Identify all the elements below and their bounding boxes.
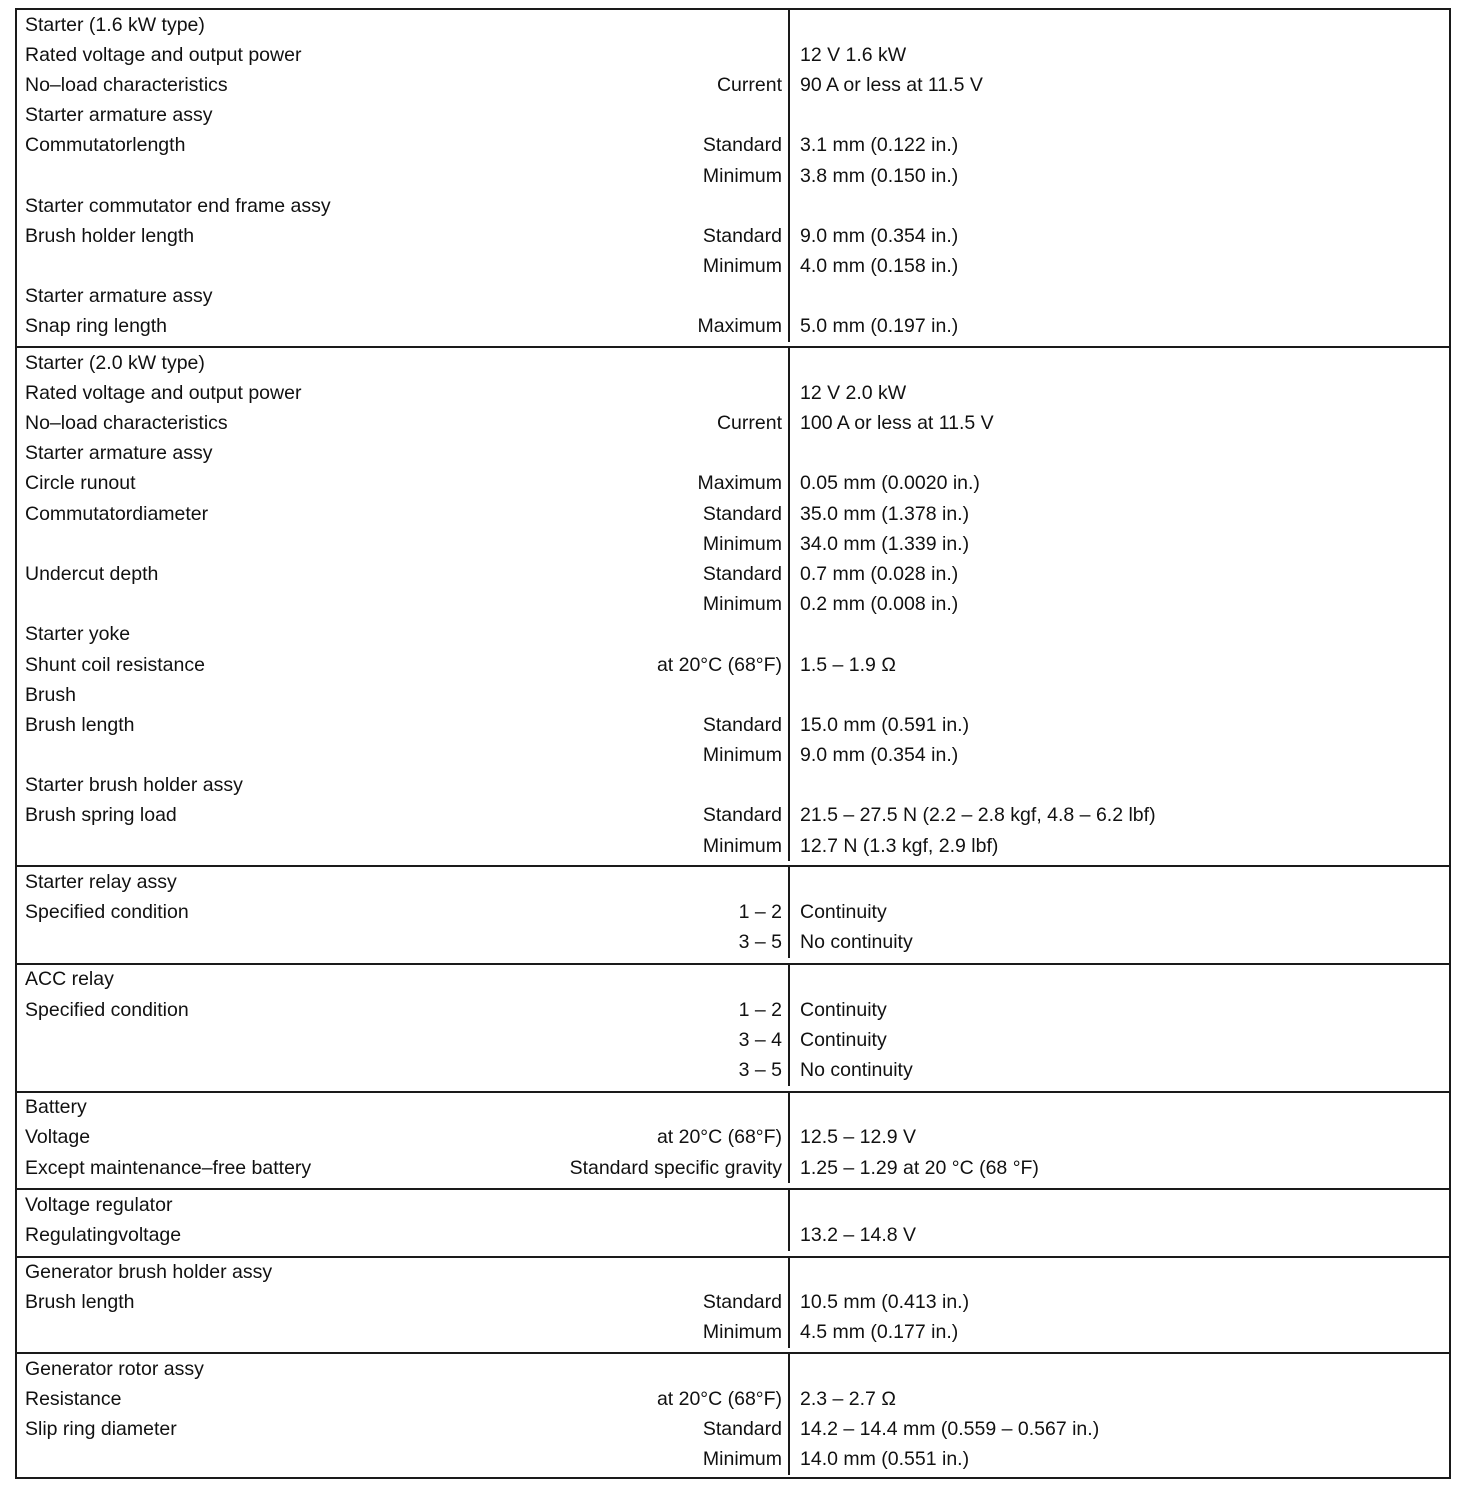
spec-row <box>17 995 788 1025</box>
spec-item-label: Brush length <box>25 1291 135 1314</box>
spec-item-label: Starter relay assy <box>25 870 177 893</box>
spec-value: 0.05 mm (0.0020 in.) <box>800 472 980 495</box>
spec-row <box>17 469 788 499</box>
spec-section <box>17 1256 1449 1353</box>
spec-item-label: Brush holder length <box>25 224 195 247</box>
spec-value: 10.5 mm (0.413 in.) <box>800 1291 970 1314</box>
spec-section <box>17 346 1449 865</box>
spec-row <box>17 867 788 897</box>
spec-item-label: Starter armature assy <box>25 285 213 308</box>
spec-condition: 3 – 5 <box>738 931 782 954</box>
spec-value: Continuity <box>800 901 887 924</box>
spec-item-label: Undercut depth <box>25 562 159 585</box>
spec-item-label: Starter (1.6 kW type) <box>25 13 205 36</box>
spec-values-column <box>790 348 1449 861</box>
spec-value: No continuity <box>800 1058 913 1081</box>
spec-item-label: Brush length <box>25 713 135 736</box>
spec-condition: Standard specific gravity <box>569 1156 782 1179</box>
spec-condition: Standard <box>702 713 782 736</box>
spec-item-label: ACC relay <box>25 968 114 991</box>
spec-labels-column <box>17 1190 790 1250</box>
spec-item-label: Commutatorlength <box>25 134 186 157</box>
spec-value: 35.0 mm (1.378 in.) <box>800 502 970 525</box>
spec-row <box>17 191 788 221</box>
spec-item-label: Starter armature assy <box>25 442 213 465</box>
spec-value: 9.0 mm (0.354 in.) <box>800 744 959 767</box>
spec-condition: at 20°C (68°F) <box>656 1126 782 1149</box>
spec-condition: Maximum <box>697 472 782 495</box>
spec-section <box>17 865 1449 963</box>
spec-item-label: Generator brush holder assy <box>25 1261 273 1284</box>
spec-value: 4.5 mm (0.177 in.) <box>800 1321 959 1344</box>
spec-row <box>17 1258 788 1288</box>
spec-value: No continuity <box>800 931 913 954</box>
spec-row <box>17 439 788 469</box>
spec-row <box>17 650 788 680</box>
spec-condition: Minimum <box>702 593 782 616</box>
spec-values-column <box>790 1258 1449 1349</box>
spec-value: 9.0 mm (0.354 in.) <box>800 224 959 247</box>
spec-condition: Current <box>716 73 782 96</box>
spec-item-label: Brush spring load <box>25 804 177 827</box>
spec-condition: Minimum <box>702 744 782 767</box>
spec-value: 1.5 – 1.9 Ω <box>800 653 896 676</box>
spec-item-label: Rated voltage and output power <box>25 43 302 66</box>
spec-row <box>17 620 788 650</box>
spec-value: 12 V 2.0 kW <box>800 381 907 404</box>
spec-value: 0.7 mm (0.028 in.) <box>800 562 959 585</box>
spec-row <box>17 40 788 70</box>
spec-row <box>17 1445 788 1475</box>
spec-item-label: Starter commutator end frame assy <box>25 194 331 217</box>
spec-item-label: Commutatordiameter <box>25 502 209 525</box>
spec-value <box>790 1258 1449 1288</box>
spec-item-label: Resistance <box>25 1387 122 1410</box>
spec-condition: Maximum <box>697 315 782 338</box>
spec-value <box>790 1354 1449 1384</box>
spec-row <box>17 378 788 408</box>
spec-value <box>790 867 1449 897</box>
spec-row <box>17 282 788 312</box>
spec-row <box>17 1384 788 1414</box>
spec-value: 3.8 mm (0.150 in.) <box>800 164 959 187</box>
spec-labels-column <box>17 1258 790 1349</box>
spec-value: 12 V 1.6 kW <box>800 43 907 66</box>
spec-item-label: Regulatingvoltage <box>25 1223 182 1246</box>
spec-item-label: Rated voltage and output power <box>25 381 302 404</box>
spec-item-label: Specified condition <box>25 901 189 924</box>
spec-labels-column <box>17 1354 790 1475</box>
spec-condition: Minimum <box>702 1448 782 1471</box>
spec-condition: Standard <box>702 502 782 525</box>
spec-value: Continuity <box>800 998 887 1021</box>
spec-row <box>17 101 788 131</box>
spec-values-column <box>790 10 1449 342</box>
spec-labels-column <box>17 348 790 861</box>
spec-row <box>17 559 788 589</box>
spec-value <box>790 191 1449 221</box>
spec-row <box>17 590 788 620</box>
spec-row <box>17 1414 788 1444</box>
spec-condition: Minimum <box>702 1321 782 1344</box>
spec-row <box>17 928 788 958</box>
spec-condition: 1 – 2 <box>738 998 782 1021</box>
spec-value: 14.0 mm (0.551 in.) <box>800 1448 970 1471</box>
spec-row <box>17 161 788 191</box>
spec-row <box>17 1318 788 1348</box>
spec-item-label: No–load characteristics <box>25 412 228 435</box>
spec-value: 12.7 N (1.3 kgf, 2.9 lbf) <box>800 834 999 857</box>
spec-item-label: Voltage regulator <box>25 1193 173 1216</box>
spec-value <box>790 680 1449 710</box>
spec-row <box>17 10 788 40</box>
spec-row <box>17 408 788 438</box>
spec-condition: Current <box>716 412 782 435</box>
spec-value: 14.2 – 14.4 mm (0.559 – 0.567 in.) <box>800 1418 1100 1441</box>
spec-row <box>17 897 788 927</box>
spec-row <box>17 499 788 529</box>
spec-item-label: Voltage <box>25 1126 91 1149</box>
spec-row <box>17 680 788 710</box>
spec-row <box>17 1288 788 1318</box>
spec-value <box>790 348 1449 378</box>
spec-section <box>17 963 1449 1091</box>
spec-value: Continuity <box>800 1028 887 1051</box>
spec-value <box>790 620 1449 650</box>
spec-condition: at 20°C (68°F) <box>656 1387 782 1410</box>
spec-value: 2.3 – 2.7 Ω <box>800 1387 896 1410</box>
spec-values-column <box>790 1093 1449 1184</box>
spec-condition: Minimum <box>702 164 782 187</box>
spec-row <box>17 1153 788 1183</box>
spec-condition: 3 – 5 <box>738 1058 782 1081</box>
spec-item-label: Circle runout <box>25 472 136 495</box>
spec-condition: Standard <box>702 562 782 585</box>
spec-value <box>790 101 1449 131</box>
spec-condition: Minimum <box>702 532 782 555</box>
spec-values-column <box>790 867 1449 958</box>
spec-value: 34.0 mm (1.339 in.) <box>800 532 970 555</box>
spec-values-column <box>790 965 1449 1086</box>
spec-condition: Standard <box>702 1418 782 1441</box>
spec-labels-column <box>17 10 790 342</box>
spec-row <box>17 771 788 801</box>
spec-row <box>17 221 788 251</box>
spec-value: 90 A or less at 11.5 V <box>800 73 983 96</box>
spec-section <box>17 1188 1449 1255</box>
spec-value <box>790 439 1449 469</box>
spec-row <box>17 741 788 771</box>
spec-item-label: Starter armature assy <box>25 104 213 127</box>
spec-section <box>17 1091 1449 1189</box>
spec-value <box>790 1093 1449 1123</box>
spec-value: 21.5 – 27.5 N (2.2 – 2.8 kgf, 4.8 – 6.2 lbf) <box>800 804 1156 827</box>
spec-condition: Standard <box>702 134 782 157</box>
spec-condition: Standard <box>702 224 782 247</box>
spec-item-label: Shunt coil resistance <box>25 653 205 676</box>
spec-value: 5.0 mm (0.197 in.) <box>800 315 959 338</box>
spec-value <box>790 965 1449 995</box>
spec-value: 4.0 mm (0.158 in.) <box>800 255 959 278</box>
spec-condition: 1 – 2 <box>738 901 782 924</box>
spec-condition: at 20°C (68°F) <box>656 653 782 676</box>
spec-item-label: Specified condition <box>25 998 189 1021</box>
spec-row <box>17 1220 788 1250</box>
spec-row <box>17 965 788 995</box>
spec-value <box>790 282 1449 312</box>
spec-condition: 3 – 4 <box>738 1028 782 1051</box>
spec-row <box>17 312 788 342</box>
spec-row <box>17 1025 788 1055</box>
spec-item-label: Snap ring length <box>25 315 168 338</box>
spec-row <box>17 710 788 740</box>
spec-value <box>790 1190 1449 1220</box>
spec-row <box>17 1354 788 1384</box>
spec-item-label: No–load characteristics <box>25 73 228 96</box>
spec-item-label: Except maintenance–free battery <box>25 1156 312 1179</box>
spec-row <box>17 348 788 378</box>
spec-value: 15.0 mm (0.591 in.) <box>800 713 970 736</box>
spec-row <box>17 1123 788 1153</box>
spec-value: 100 A or less at 11.5 V <box>800 412 994 435</box>
spec-item-label: Brush <box>25 683 76 706</box>
spec-value <box>790 10 1449 40</box>
spec-item-label: Slip ring diameter <box>25 1418 177 1441</box>
spec-value: 3.1 mm (0.122 in.) <box>800 134 959 157</box>
spec-labels-column <box>17 1093 790 1184</box>
spec-item-label: Starter brush holder assy <box>25 774 243 797</box>
spec-item-label: Generator rotor assy <box>25 1357 204 1380</box>
spec-condition: Minimum <box>702 255 782 278</box>
spec-section <box>17 10 1449 346</box>
spec-values-column <box>790 1190 1449 1250</box>
spec-item-label: Starter (2.0 kW type) <box>25 351 205 374</box>
spec-row <box>17 252 788 282</box>
spec-value: 1.25 – 1.29 at 20 °C (68 °F) <box>800 1156 1039 1179</box>
spec-row <box>17 831 788 861</box>
spec-value: 0.2 mm (0.008 in.) <box>800 593 959 616</box>
spec-item-label: Battery <box>25 1096 87 1119</box>
spec-value: 12.5 – 12.9 V <box>800 1126 917 1149</box>
spec-table <box>15 8 1451 1479</box>
spec-values-column <box>790 1354 1449 1475</box>
spec-value <box>790 771 1449 801</box>
spec-row <box>17 1055 788 1085</box>
spec-row <box>17 529 788 559</box>
spec-row <box>17 801 788 831</box>
spec-row <box>17 1190 788 1220</box>
spec-row <box>17 70 788 100</box>
spec-condition: Standard <box>702 804 782 827</box>
spec-value: 13.2 – 14.8 V <box>800 1223 917 1246</box>
spec-condition: Standard <box>702 1291 782 1314</box>
spec-labels-column <box>17 867 790 958</box>
spec-row <box>17 131 788 161</box>
spec-labels-column <box>17 965 790 1086</box>
spec-row <box>17 1093 788 1123</box>
spec-section <box>17 1352 1449 1477</box>
spec-condition: Minimum <box>702 834 782 857</box>
spec-item-label: Starter yoke <box>25 623 131 646</box>
